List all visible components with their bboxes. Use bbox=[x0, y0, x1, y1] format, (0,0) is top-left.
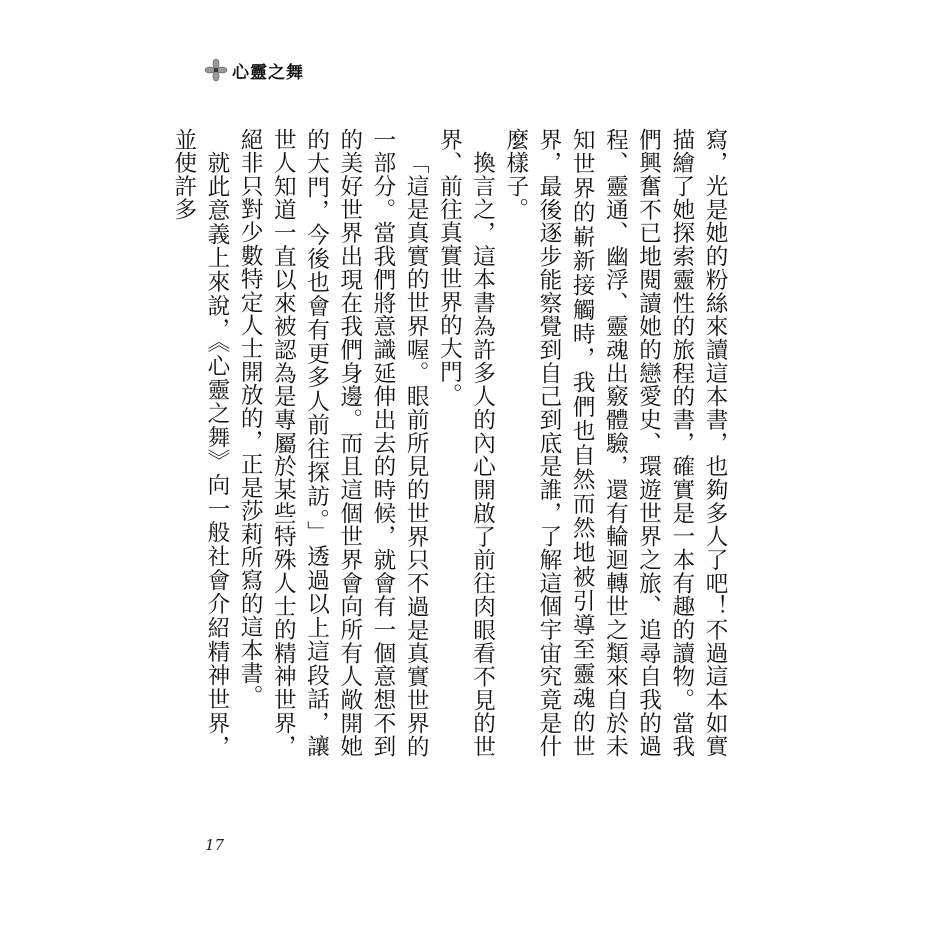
paragraph-3: 「這是真實的世界喔。眼前所見的世界只不過是真實世界的一部分。當我們將意識延伸出去的時候，就會有一個意想不到的美好世界出現在我們身邊。而且這個世界會向所有人敞開她的大門，今後也會有更多人前往探訪。」透過以上這段話，讓世人知道一直以來被認為是專屬於某些特殊人士的精神世界，絕非只對少數特定人士開放的，正是莎莉所寫的這本書。 bbox=[237, 128, 430, 758]
page-number: 17 bbox=[205, 836, 225, 854]
book-title: 心靈之舞 bbox=[232, 62, 304, 83]
flower-icon bbox=[204, 58, 228, 82]
running-header bbox=[204, 56, 304, 84]
page-body bbox=[167, 128, 731, 758]
paragraph-4: 就此意義上來說，《心靈之舞》向一般社會介紹精神世界，並使許多 bbox=[170, 128, 230, 758]
paragraph-2: 換言之，這本書為許多人的內心開啟了前往肉眼看不見的世界、前往真實世界的大門。 bbox=[436, 128, 496, 758]
paragraph-1: 寫，光是她的粉絲來讀這本書，也夠多人了吧！不過這本如實描繪了她探索靈性的旅程的書，確實是一本有趣的讀物。當我們興奮不已地閱讀她的戀愛史、環遊世界之旅、追尋自我的過程、靈通、幽浮、靈魂出竅體驗，還有輪迴轉世之類來自於未知世界的嶄新接觸時，我們也自然而然地被引導至靈魂的世界，最後逐步能察覺到自己到底是誰，了解這個宇宙究竟是什麼樣子。 bbox=[502, 128, 728, 758]
